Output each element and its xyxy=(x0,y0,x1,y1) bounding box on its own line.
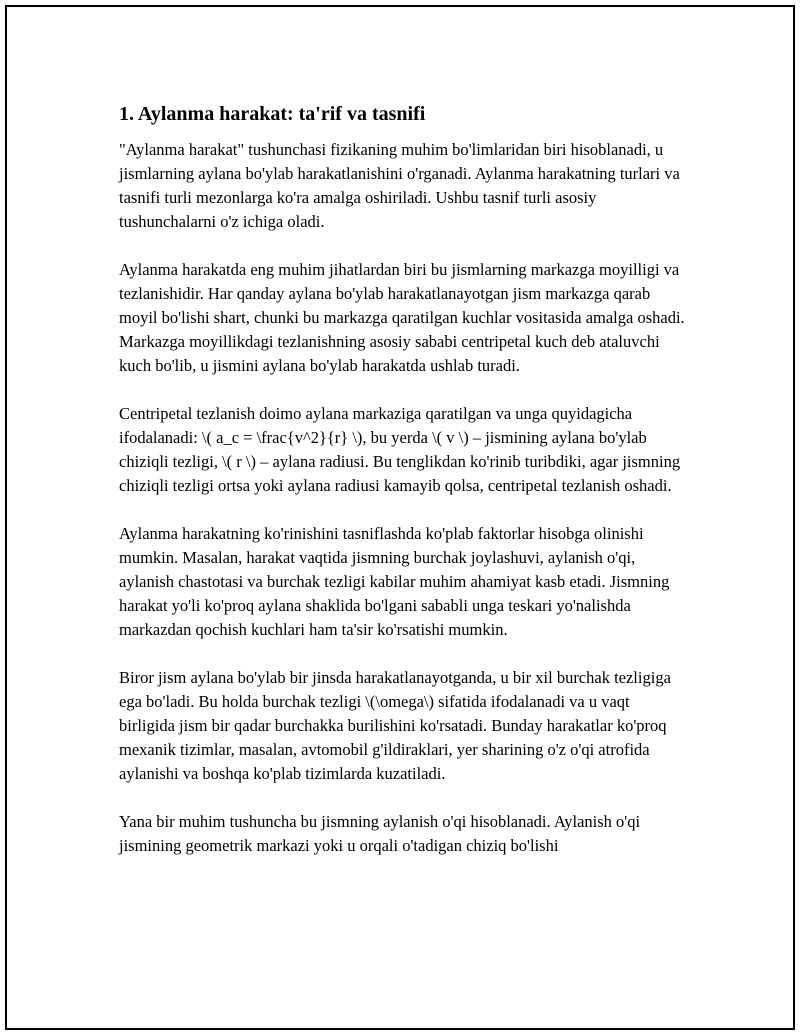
document-title: 1. Aylanma harakat: ta'rif va tasnifi xyxy=(119,103,426,125)
paragraph-intro: "Aylanma harakat" tushunchasi fizikaning muhim bo'limlaridan biri hisoblanadi, u jismlarning aylana bo'ylab harakatlanishini o'rganadi. Aylanma harakatning turlari va tasnifi turli mezonlarga ko'ra amalga oshiriladi. Ushbu tasnif turli asosiy tushunchalarni o'z ichiga oladi. xyxy=(119,140,680,231)
paragraph-angular-velocity: Biror jism aylana bo'ylab bir jinsda harakatlanayotganda, u bir xil burchak tezligiga ega bo'ladi. Bu holda burchak tezligi \(\omega\) sifatida ifodalanadi va u vaqt birligida jism bir qadar burchakka burilishini ko'rsatadi. Bunday harakatlar ko'proq mexanik tizimlar, masalan, avtomobil g'ildiraklari, yer sharining o'z o'qi atrofida aylanishi va boshqa ko'plab tizimlarda kuzatiladi. xyxy=(119,668,671,783)
paragraph-rotation-axis: Yana bir muhim tushuncha bu jismning aylanish o'qi hisoblanadi. Aylanish o'qi jismining geometrik markazi yoki u orqali o'tadigan chiziq bo'lishi xyxy=(119,812,641,855)
paragraph-centripetal-acceleration: Centripetal tezlanish doimo aylana markaziga qaratilgan va unga quyidagicha ifodalanadi: \( a_c = \frac{v^2}{r} \), bu yerda \( v \) – jismining aylana bo'ylab chiziqli tezligi, \( r \) – aylana radiusi. Bu tenglikdan ko'rinib turibdiki, agar jismning chiziqli tezligi ortsa yoki aylana radiusi kamayib qolsa, centripetal tezlanish oshadi. xyxy=(119,404,681,495)
document-body xyxy=(119,102,689,882)
page-frame xyxy=(5,5,795,1030)
paragraph-centripetal-tendency: Aylanma harakatda eng muhim jihatlardan biri bu jismlarning markazga moyilligi va tezlanishidir. Har qanday aylana bo'ylab harakatlanayotgan jism markazga qarab moyil bo'lishi shart, chunki bu markazga qaratilgan kuchlar vositasida amalga oshadi. Markazga moyillikdagi tezlanishning asosiy sababi centripetal kuch deb ataluvchi kuch bo'lib, u jismini aylana bo'ylab harakatda ushlab turadi. xyxy=(119,260,685,375)
paragraph-classification-factors: Aylanma harakatning ko'rinishini tasniflashda ko'plab faktorlar hisobga olinishi mumkin. Masalan, harakat vaqtida jismning burchak joylashuvi, aylanish o'qi, aylanish chastotasi va burchak tezligi kabilar muhim ahamiyat kasb etadi. Jismning harakat yo'li ko'proq aylana shaklida bo'lgani sababli unga teskari yo'nalishda markazdan qochish kuchlari ham ta'sir ko'rsatishi mumkin. xyxy=(119,524,670,639)
